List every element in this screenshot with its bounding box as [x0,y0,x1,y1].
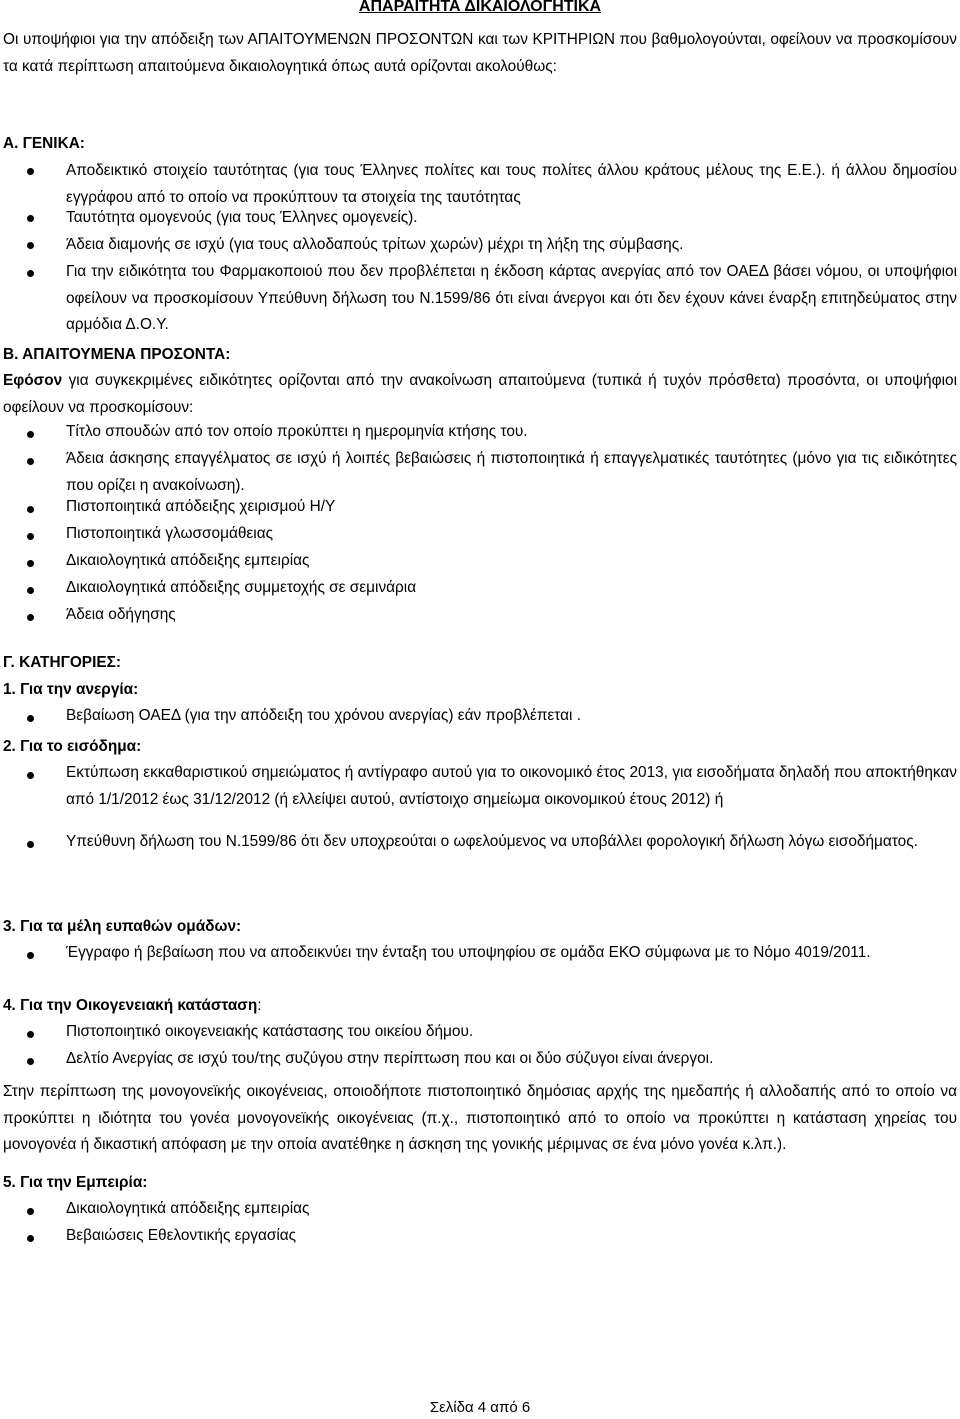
list-item: Δικαιολογητικά απόδειξης συμμετοχής σε σεμινάρια [66,579,417,596]
subsection-4-heading-text: 4. Για την Οικογενειακή κατάσταση [3,997,258,1014]
list-item: Ταυτότητα ομογενούς (για τους Έλληνες ομογενείς). [66,209,418,226]
list-item: Βεβαιώσεις Εθελοντικής εργασίας [66,1227,297,1244]
bullet-icon [27,1235,34,1242]
bullet-icon [27,614,34,621]
page-title: ΑΠΑΡΑΙΤΗΤΑ ΔΙΚΑΙΟΛΟΓΗΤΙΚΑ [358,0,602,15]
subsection-4-heading-colon: : [257,997,262,1014]
list-item: Τίτλο σπουδών από τον οποίο προκύπτει η ημερομηνία κτήσης του. [66,423,528,440]
list-item: Βεβαίωση ΟΑΕΔ (για την απόδειξη του χρόνου ανεργίας) εάν προβλέπεται . [66,707,582,724]
subsection-3-heading: 3. Για τα μέλη ευπαθών ομάδων: [3,918,242,935]
bullet-icon [27,458,34,465]
intro-paragraph: Οι υποψήφιοι για την απόδειξη των ΑΠΑΙΤΟΥΜΕΝΩΝ ΠΡΟΣΟΝΤΩΝ και των ΚΡΙΤΗΡΙΩΝ που βαθμολογούνται, οφείλουν να προσκομίσουν τα κατά περίπτωση απαιτούμενα δικαιολογητικά όπως αυτά ορίζονται ακολούθως: [3,31,957,75]
list-item: Για την ειδικότητα του Φαρμακοποιού που δεν προβλέπεται η έκδοση κάρτας ανεργίας από τον ΟΑΕΔ βάσει νόμου, οι υποψήφιοι οφείλουν να προσκομίσουν Υπεύθυνη δήλωση του Ν.1599/86 ότι είναι άνεργοι και ότι δεν έχουν κάνει έναρξη επιτηδεύματος στην αρμόδια Δ.Ο.Υ. [66,263,957,333]
bullet-icon [27,1208,34,1215]
bullet-icon [27,952,34,959]
bullet-icon [27,772,34,779]
bullet-icon [27,242,34,249]
list-item: Πιστοποιητικά γλωσσομάθειας [66,525,274,542]
bullet-icon [27,270,34,277]
subsection-1-heading: 1. Για την ανεργία: [3,681,139,698]
list-item: Εκτύπωση εκκαθαριστικού σημειώματος ή αντίγραφο αυτού για το οικονομικό έτος 2013, για εισοδήματα δηλαδή που αποκτήθηκαν από 1/1/2012 έως 31/12/2012 (ή ελλείψει αυτού, αντίστοιχο σημείωμα οικονομικού έτους 2012) ή [66,764,957,808]
list-item: Δικαιολογητικά απόδειξης εμπειρίας [66,1200,310,1217]
list-item: Έγγραφο ή βεβαίωση που να αποδεικνύει την ένταξη του υποψηφίου σε ομάδα ΕΚΟ σύμφωνα με το Νόμο 4019/2011. [66,944,871,961]
list-item: Πιστοποιητικό οικογενειακής κατάστασης του οικείου δήμου. [66,1023,474,1040]
list-item: Άδεια διαμονής σε ισχύ (για τους αλλοδαπούς τρίτων χωρών) μέχρι τη λήξη της σύμβασης. [66,236,684,253]
section-b-heading: Β. ΑΠΑΙΤΟΥΜΕΝΑ ΠΡΟΣΟΝΤΑ: [3,346,231,363]
section-b-intro-text: για συγκεκριμένες ειδικότητες ορίζονται από την ανακοίνωση απαιτούμενα (τυπικά ή τυχόν πρόσθετα) προσόντα, οι υποψήφιοι οφείλουν να προσκομίσουν: [3,372,957,416]
section-b-intro [3,368,957,421]
list-item: Άδεια άσκησης επαγγέλματος σε ισχύ ή λοιπές βεβαιώσεις ή πιστοποιητικά ή επαγγελματικές ταυτότητες (μόνο για τις ειδικότητες που ορίζει η ανακοίνωση). [66,450,957,494]
subsection-4-heading [3,993,262,1020]
bullet-icon [27,1058,34,1065]
bullet-icon [27,715,34,722]
bullet-icon [27,215,34,222]
page-number: Σελίδα 4 από 6 [429,1399,531,1416]
section-a-heading: Α. ΓΕΝΙΚΑ: [3,135,85,152]
list-item: Πιστοποιητικά απόδειξης χειρισμού Η/Υ [66,498,336,515]
subsection-2-heading: 2. Για το εισόδημα: [3,738,142,755]
bullet-icon [27,560,34,567]
bullet-icon [27,841,34,848]
bullet-icon [27,431,34,438]
single-parent-note: Στην περίπτωση της μονογονεϊκής οικογένειας, οποιοδήποτε πιστοποιητικό δημόσιας αρχής της ημεδαπής ή αλλοδαπής από το οποίο να προκύπτει η ιδιότητα του γονέα μονογονεϊκής οικογένειας (π.χ., πιστοποιητικό από το οποίο να προκύπτει η κατάσταση χηρείας του μονογονέα ή δικαστική απόφαση με την οποία ανατέθηκε η άσκηση της γονικής μέριμνας σε ένα μόνο γονέα κ.λπ.). [3,1083,957,1153]
list-item: Άδεια οδήγησης [66,606,176,623]
list-item: Δικαιολογητικά απόδειξης εμπειρίας [66,552,310,569]
bullet-icon [27,587,34,594]
bullet-icon [27,168,34,175]
list-item: Δελτίο Ανεργίας σε ισχύ του/της συζύγου στην περίπτωση που και οι δύο σύζυγοι είναι άνεργοι. [66,1050,714,1067]
bullet-icon [27,533,34,540]
list-item: Αποδεικτικό στοιχείο ταυτότητας (για τους Έλληνες πολίτες και τους πολίτες άλλου κράτους μέλους της Ε.Ε.). ή άλλου δημοσίου εγγράφου από το οποίο να προκύπτουν τα στοιχεία της ταυτότητας [66,162,957,206]
bullet-icon [27,1031,34,1038]
list-item: Υπεύθυνη δήλωση του Ν.1599/86 ότι δεν υποχρεούται ο ωφελούμενος να υποβάλλει φορολογική δήλωση λόγω εισοδήματος. [66,833,918,850]
subsection-5-heading: 5. Για την Εμπειρία: [3,1174,148,1191]
bullet-icon [27,506,34,513]
section-c-heading: Γ. ΚΑΤΗΓΟΡΙΕΣ: [3,654,121,671]
section-b-intro-bold: Εφόσον [3,372,63,389]
